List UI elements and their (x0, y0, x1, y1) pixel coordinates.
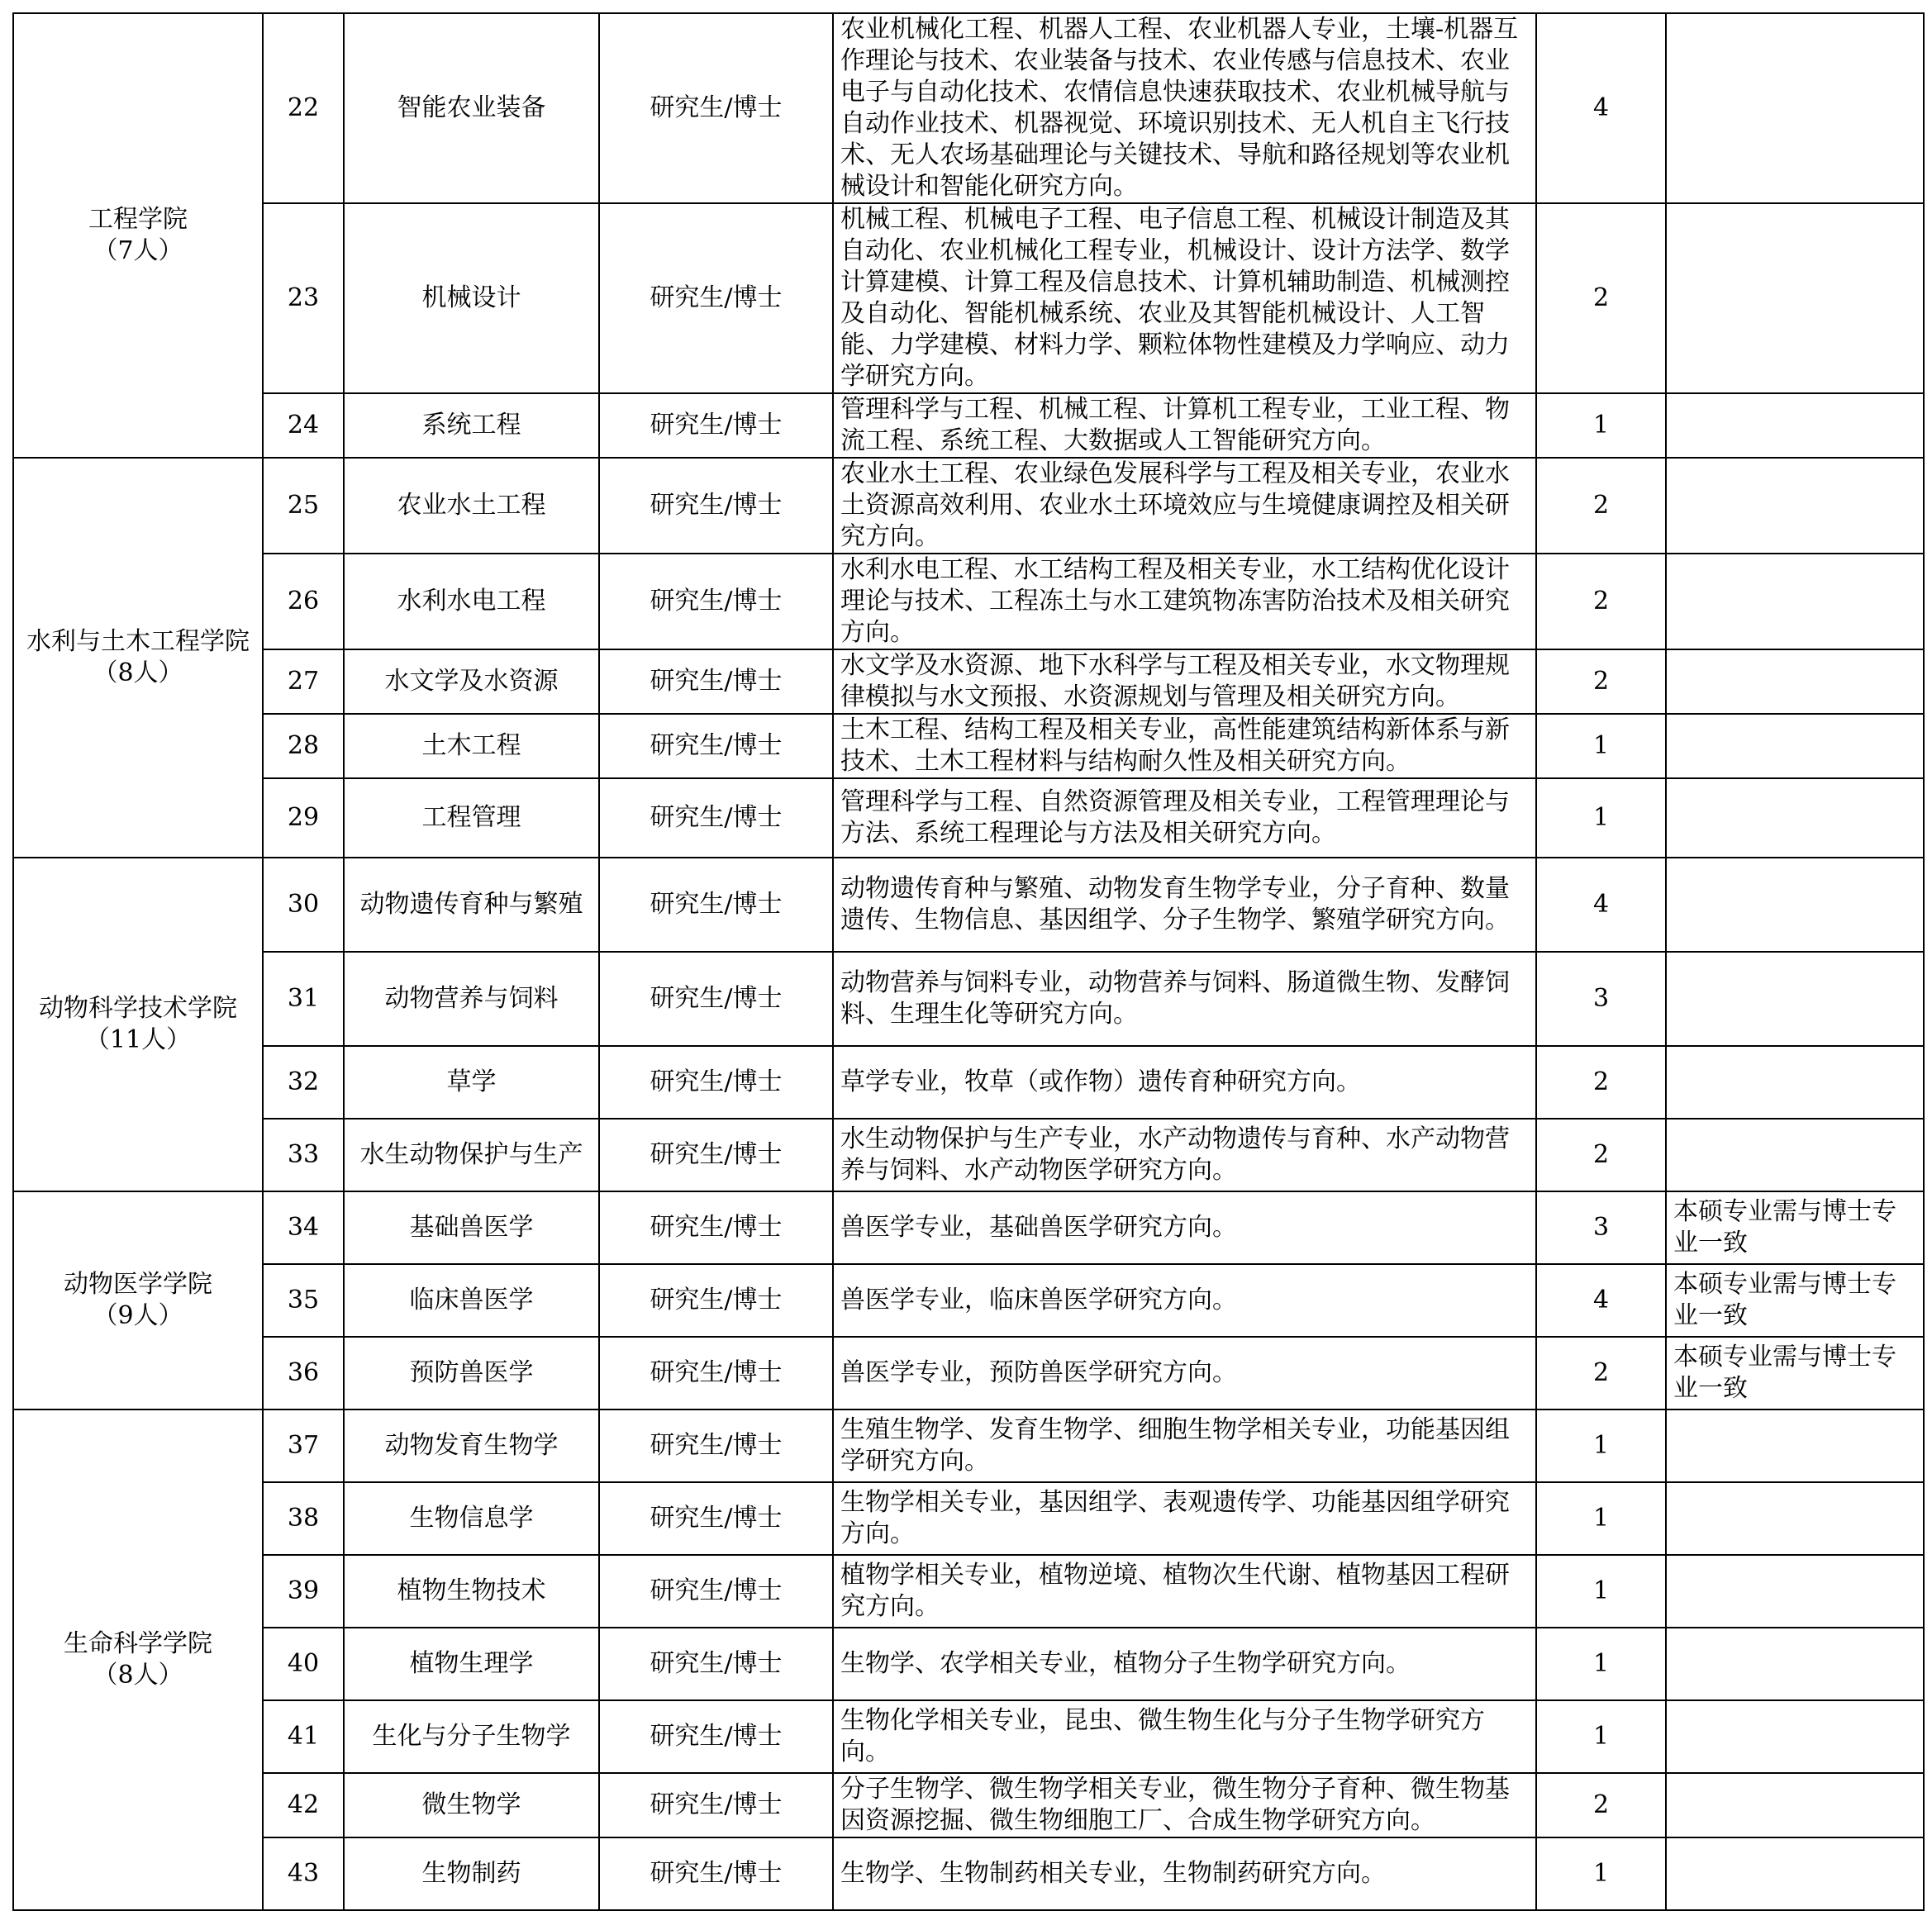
degree-cell: 研究生/博士 (599, 714, 833, 778)
table-row (13, 1264, 1924, 1337)
note-cell: 本硕专业需与博士专业一致 (1666, 1191, 1924, 1264)
requirement-cell: 生物学、生物制药相关专业，生物制药研究方向。 (833, 1837, 1536, 1910)
quota-cell: 4 (1536, 858, 1666, 952)
quota-cell: 1 (1536, 1482, 1666, 1555)
degree-cell: 研究生/博士 (599, 1191, 833, 1264)
degree-cell: 研究生/博士 (599, 1409, 833, 1482)
row-number-cell: 37 (263, 1409, 344, 1482)
row-number-cell: 25 (263, 458, 344, 554)
note-cell (1666, 1773, 1924, 1837)
note-cell (1666, 458, 1924, 554)
note-cell (1666, 858, 1924, 952)
requirement-cell: 兽医学专业，预防兽医学研究方向。 (833, 1337, 1536, 1409)
requirement-cell: 兽医学专业，基础兽医学研究方向。 (833, 1191, 1536, 1264)
college-count: （11人） (84, 1025, 192, 1054)
position-name-cell: 机械设计 (344, 203, 599, 393)
quota-cell: 1 (1536, 714, 1666, 778)
position-name-cell: 水生动物保护与生产 (344, 1119, 599, 1191)
position-name-cell: 生物制药 (344, 1837, 599, 1910)
position-name-cell: 动物遗传育种与繁殖 (344, 858, 599, 952)
degree-cell: 研究生/博士 (599, 458, 833, 554)
degree-cell: 研究生/博士 (599, 203, 833, 393)
note-cell (1666, 203, 1924, 393)
quota-cell: 1 (1536, 1628, 1666, 1700)
table-row (13, 1628, 1924, 1700)
quota-cell: 2 (1536, 458, 1666, 554)
table-row (13, 1700, 1924, 1773)
requirement-cell: 管理科学与工程、自然资源管理及相关专业，工程管理理论与方法、系统工程理论与方法及相关研究方向。 (833, 778, 1536, 858)
quota-cell: 4 (1536, 13, 1666, 203)
quota-cell: 2 (1536, 554, 1666, 649)
position-name-cell: 植物生理学 (344, 1628, 599, 1700)
position-name-cell: 基础兽医学 (344, 1191, 599, 1264)
recruitment-table (12, 12, 1925, 1911)
college-name: 工程学院 (88, 205, 188, 234)
requirement-cell: 生物学相关专业，基因组学、表观遗传学、功能基因组学研究方向。 (833, 1482, 1536, 1555)
note-cell (1666, 778, 1924, 858)
row-number-cell: 29 (263, 778, 344, 858)
degree-cell: 研究生/博士 (599, 952, 833, 1046)
degree-cell: 研究生/博士 (599, 1837, 833, 1910)
table-row (13, 458, 1924, 554)
row-number-cell: 41 (263, 1700, 344, 1773)
college-count: （8人） (93, 1661, 183, 1690)
degree-cell: 研究生/博士 (599, 1628, 833, 1700)
row-number-cell: 24 (263, 393, 344, 458)
college-name: 动物医学学院 (64, 1270, 212, 1299)
college-count: （9人） (93, 1301, 183, 1330)
note-cell (1666, 1628, 1924, 1700)
quota-cell: 3 (1536, 952, 1666, 1046)
degree-cell: 研究生/博士 (599, 554, 833, 649)
table-row (13, 1837, 1924, 1910)
note-cell (1666, 1482, 1924, 1555)
note-cell (1666, 13, 1924, 203)
degree-cell: 研究生/博士 (599, 649, 833, 714)
position-name-cell: 土木工程 (344, 714, 599, 778)
position-name-cell: 植物生物技术 (344, 1555, 599, 1628)
table-row (13, 858, 1924, 952)
quota-cell: 1 (1536, 778, 1666, 858)
quota-cell: 2 (1536, 1046, 1666, 1119)
quota-cell: 1 (1536, 1555, 1666, 1628)
quota-cell: 1 (1536, 393, 1666, 458)
degree-cell: 研究生/博士 (599, 1482, 833, 1555)
table-row (13, 1409, 1924, 1482)
table-row (13, 554, 1924, 649)
table-row (13, 1119, 1924, 1191)
requirement-cell: 生物化学相关专业，昆虫、微生物生化与分子生物学研究方向。 (833, 1700, 1536, 1773)
degree-cell: 研究生/博士 (599, 1337, 833, 1409)
college-name: 水利与土木工程学院 (26, 627, 250, 656)
quota-cell: 4 (1536, 1264, 1666, 1337)
requirement-cell: 动物遗传育种与繁殖、动物发育生物学专业，分子育种、数量遗传、生物信息、基因组学、分子生物学、繁殖学研究方向。 (833, 858, 1536, 952)
row-number-cell: 43 (263, 1837, 344, 1910)
requirement-cell: 水利水电工程、水工结构工程及相关专业，水工结构优化设计理论与技术、工程冻土与水工建筑物冻害防治技术及相关研究方向。 (833, 554, 1536, 649)
position-name-cell: 系统工程 (344, 393, 599, 458)
row-number-cell: 28 (263, 714, 344, 778)
college-cell (13, 13, 263, 458)
requirement-cell: 水文学及水资源、地下水科学与工程及相关专业，水文物理规律模拟与水文预报、水资源规划与管理及相关研究方向。 (833, 649, 1536, 714)
position-name-cell: 临床兽医学 (344, 1264, 599, 1337)
position-name-cell: 水文学及水资源 (344, 649, 599, 714)
requirement-cell: 生物学、农学相关专业，植物分子生物学研究方向。 (833, 1628, 1536, 1700)
position-name-cell: 工程管理 (344, 778, 599, 858)
degree-cell: 研究生/博士 (599, 13, 833, 203)
table-row (13, 13, 1924, 203)
table-row (13, 1046, 1924, 1119)
college-name: 生命科学学院 (64, 1629, 212, 1658)
table-row (13, 393, 1924, 458)
college-cell (13, 458, 263, 858)
requirement-cell: 农业机械化工程、机器人工程、农业机器人专业，土壤-机器互作理论与技术、农业装备与技术、农业传感与信息技术、农业电子与自动化技术、农情信息快速获取技术、农业机械导航与自动作业技术、机器视觉、环境识别技术、无人机自主飞行技术、无人农场基础理论与关键技术、导航和路径规划等农业机械设计和智能化研究方向。 (833, 13, 1536, 203)
row-number-cell: 42 (263, 1773, 344, 1837)
row-number-cell: 35 (263, 1264, 344, 1337)
quota-cell: 1 (1536, 1700, 1666, 1773)
degree-cell: 研究生/博士 (599, 1264, 833, 1337)
row-number-cell: 32 (263, 1046, 344, 1119)
degree-cell: 研究生/博士 (599, 1119, 833, 1191)
note-cell (1666, 1555, 1924, 1628)
college-count: （7人） (93, 236, 183, 265)
table-row (13, 714, 1924, 778)
quota-cell: 3 (1536, 1191, 1666, 1264)
requirement-cell: 水生动物保护与生产专业，水产动物遗传与育种、水产动物营养与饲料、水产动物医学研究方向。 (833, 1119, 1536, 1191)
row-number-cell: 38 (263, 1482, 344, 1555)
table-row (13, 1482, 1924, 1555)
position-name-cell: 预防兽医学 (344, 1337, 599, 1409)
table-row (13, 1555, 1924, 1628)
college-cell (13, 1409, 263, 1910)
degree-cell: 研究生/博士 (599, 1555, 833, 1628)
college-cell (13, 858, 263, 1191)
requirement-cell: 动物营养与饲料专业，动物营养与饲料、肠道微生物、发酵饲料、生理生化等研究方向。 (833, 952, 1536, 1046)
table-row (13, 1773, 1924, 1837)
degree-cell: 研究生/博士 (599, 858, 833, 952)
row-number-cell: 40 (263, 1628, 344, 1700)
note-cell: 本硕专业需与博士专业一致 (1666, 1264, 1924, 1337)
position-name-cell: 动物发育生物学 (344, 1409, 599, 1482)
college-count: （8人） (93, 658, 183, 687)
row-number-cell: 34 (263, 1191, 344, 1264)
row-number-cell: 23 (263, 203, 344, 393)
requirement-cell: 草学专业，牧草（或作物）遗传育种研究方向。 (833, 1046, 1536, 1119)
position-name-cell: 生化与分子生物学 (344, 1700, 599, 1773)
quota-cell: 2 (1536, 1773, 1666, 1837)
table-row (13, 649, 1924, 714)
table-row (13, 203, 1924, 393)
table-row (13, 1337, 1924, 1409)
position-name-cell: 动物营养与饲料 (344, 952, 599, 1046)
position-name-cell: 智能农业装备 (344, 13, 599, 203)
note-cell (1666, 1409, 1924, 1482)
degree-cell: 研究生/博士 (599, 1773, 833, 1837)
quota-cell: 2 (1536, 1119, 1666, 1191)
degree-cell: 研究生/博士 (599, 1700, 833, 1773)
note-cell (1666, 393, 1924, 458)
degree-cell: 研究生/博士 (599, 393, 833, 458)
note-cell (1666, 714, 1924, 778)
table-body (13, 13, 1924, 1910)
note-cell (1666, 1700, 1924, 1773)
row-number-cell: 39 (263, 1555, 344, 1628)
row-number-cell: 30 (263, 858, 344, 952)
degree-cell: 研究生/博士 (599, 1046, 833, 1119)
quota-cell: 1 (1536, 1409, 1666, 1482)
requirement-cell: 土木工程、结构工程及相关专业，高性能建筑结构新体系与新技术、土木工程材料与结构耐久性及相关研究方向。 (833, 714, 1536, 778)
requirement-cell: 植物学相关专业，植物逆境、植物次生代谢、植物基因工程研究方向。 (833, 1555, 1536, 1628)
row-number-cell: 27 (263, 649, 344, 714)
table-row (13, 952, 1924, 1046)
quota-cell: 2 (1536, 649, 1666, 714)
note-cell: 本硕专业需与博士专业一致 (1666, 1337, 1924, 1409)
row-number-cell: 33 (263, 1119, 344, 1191)
requirement-cell: 管理科学与工程、机械工程、计算机工程专业，工业工程、物流工程、系统工程、大数据或人工智能研究方向。 (833, 393, 1536, 458)
table-row (13, 1191, 1924, 1264)
requirement-cell: 分子生物学、微生物学相关专业，微生物分子育种、微生物基因资源挖掘、微生物细胞工厂、合成生物学研究方向。 (833, 1773, 1536, 1837)
row-number-cell: 31 (263, 952, 344, 1046)
quota-cell: 2 (1536, 1337, 1666, 1409)
requirement-cell: 生殖生物学、发育生物学、细胞生物学相关专业，功能基因组学研究方向。 (833, 1409, 1536, 1482)
position-name-cell: 草学 (344, 1046, 599, 1119)
position-name-cell: 农业水土工程 (344, 458, 599, 554)
note-cell (1666, 554, 1924, 649)
row-number-cell: 36 (263, 1337, 344, 1409)
requirement-cell: 兽医学专业，临床兽医学研究方向。 (833, 1264, 1536, 1337)
row-number-cell: 22 (263, 13, 344, 203)
college-cell (13, 1191, 263, 1409)
position-name-cell: 水利水电工程 (344, 554, 599, 649)
row-number-cell: 26 (263, 554, 344, 649)
note-cell (1666, 952, 1924, 1046)
degree-cell: 研究生/博士 (599, 778, 833, 858)
note-cell (1666, 1046, 1924, 1119)
requirement-cell: 机械工程、机械电子工程、电子信息工程、机械设计制造及其自动化、农业机械化工程专业，机械设计、设计方法学、数学计算建模、计算工程及信息技术、计算机辅助制造、机械测控及自动化、智能机械系统、农业及其智能机械设计、人工智能、力学建模、材料力学、颗粒体物性建模及力学响应、动力学研究方向。 (833, 203, 1536, 393)
position-name-cell: 生物信息学 (344, 1482, 599, 1555)
quota-cell: 1 (1536, 1837, 1666, 1910)
position-name-cell: 微生物学 (344, 1773, 599, 1837)
table-row (13, 778, 1924, 858)
note-cell (1666, 649, 1924, 714)
quota-cell: 2 (1536, 203, 1666, 393)
note-cell (1666, 1119, 1924, 1191)
note-cell (1666, 1837, 1924, 1910)
college-name: 动物科学技术学院 (39, 994, 237, 1023)
requirement-cell: 农业水土工程、农业绿色发展科学与工程及相关专业，农业水土资源高效利用、农业水土环境效应与生境健康调控及相关研究方向。 (833, 458, 1536, 554)
